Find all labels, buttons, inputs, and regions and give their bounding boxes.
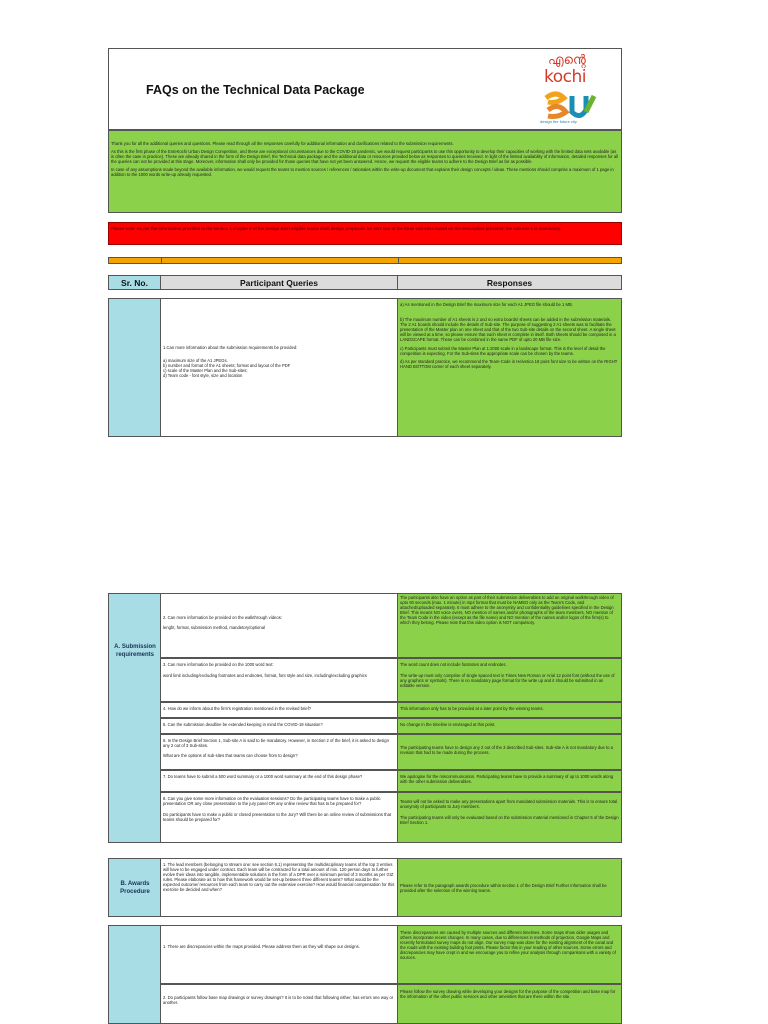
block1-response-a: a) As mentioned in the Design Brief the maximum size for each A1 JPEG file should be 1 MB. [400,302,573,307]
section-a-row-query: 5. Can the submission deadline be extended keeping in mind the COVID-19 situation? [160,718,398,734]
orange-divider [108,257,622,264]
section-c-category-cell [108,925,161,1024]
block1-query-line: a) maximum size of the A1 JPEGs. [163,358,228,364]
block1-query-line: d) Team code - font style, size and location [163,373,243,379]
intro-paragraph-1: Thank you for all the additional queries and questions. Please read through all the responses carefully for additional information and clarifications related to the submission requirements. [111,141,454,146]
section-c-row-query: 1. There are discrepancies within the maps provided. Please address them as they will shape our designs. [160,925,398,984]
header-participant-queries: Participant Queries [160,275,398,290]
section-a-category-label: A. Submission requirements [114,644,156,658]
section-a-row-response: No change in the timeline is envisaged at this point. [397,718,622,734]
notice-box [108,222,622,245]
header-sr-no: Sr. No. [108,275,161,290]
block1-response [397,298,622,437]
section-a-row-query: 7. Do teams have to submit a 500 word summary or a 1000 word summary at the end of this design phase? [160,770,398,792]
section-a-row-response: This information only has to be provided at a later point by the winning teams. [397,702,622,718]
section-a-category-cell [108,593,161,843]
section-a-row-response: The word count does not include footnotes and endnotes. The write-up must only comprise of single spaced text in Times New Roman or Arial 12 point font (without the use of any graphics or symbols). There is no mandatory page format for the write up and it should be submitted in an editable version. [397,658,622,702]
page-title: FAQs on the Technical Data Package [146,83,365,97]
section-c-row-response: Please follow the survey drawing while developing your designs for the purpose of the competition and base map for the information of the other public services and other amenities that are there within the site. [397,984,622,1024]
logo-wave-icon [542,90,598,120]
section-a-row-query: 8. Can you give some more information on the evaluation sessions? Do the participating teams have to make a public presentation OR any close presentation to the jury panel OR any online review that has to be prepared for? Do participants have to make a public or closed presentation to the Jury? Will there be an online review of submissions that teams should be prepared for? [160,792,398,843]
logo-kochi-text: kochi [544,67,586,87]
header-box [108,48,622,130]
block1-query-line: c) scale of the Master Plan and the Sub-sites; [163,368,248,374]
intro-paragraph-3: In case of any assumptions made beyond the available information, we would request the teams to mention sources / references / rationales within the write-up document that explains their design concepts / ideas. These mentions should comprise a maximum of 1 page in addition to the 1000 words write-up already requested. [111,167,614,178]
section-a-row-query: 4. How do we inform about the firm's registration mentioned in the revised brief? [160,702,398,718]
block1-response-b: b) The maximum number of A1 sheets is 2 and no extra boards/ sheets can be added in the submission materials. The 2 A1 boards should include the details of Sub-site. The purpose of suggesting 2 A1 sheets was to facilitate the presentation of the Master plan on one sheet and that of the two Sub-site details on the second sheet. A single sheet will be viewed at a time, so please ensure that each sheet is complete in itself. Both sheets should be composed in a LANDSCAPE format. These can be combined in the same PDF of upto 20 MB file size. [400,317,616,343]
section-b-category-cell [108,858,161,917]
block1-query-line: 1.Can more information about the submission requirements be provided: [163,345,298,350]
section-a-row-response: We apologise for the miscommunication. Participating teams have to provide a summary of up to 1000 words along with the other submission deliverables. [397,770,622,792]
section-a-row-query: 2. Can more information be provided on the walkthrough videos: lenght, format, submission method, mandetory/optional [160,593,398,658]
section-b-category-label: B. Awards Procedure [120,881,150,895]
block1-response-d: d) As per standard practice, we recommend the Team-Code in Helvetica 18 point font size to be written on the RIGHT HAND BOTTOM corner of each sheet separately. [400,358,618,369]
section-b-response: Please refer to the paragraph awards procedure within section 1 of the Design Brief Further information shall be provided after the selection of the winning teams. [397,858,622,917]
section-a-row-response: Teams will not be asked to make any presentations apart from mandated submission materials. This is to ensure total anonymity of participants to Jury members. The participating teams will only be evaluated based on the submission material mentioned in Chapter 5 of the Design Brief Section 1. [397,792,622,843]
logo-tagline: design the future city [540,119,577,124]
section-a-row-response: The participants also have an option as part of their submission deliverables to add an original walkthrough video of upto 60 seconds (max. 1 minute) in mp4 format that must be NAMED only as the Team's Code, and attached/uploaded separately. It must adhere to the anonymity and confidentiality guidelines specified in the Design Brief. This means NO voice overs, NO mention of names and/or photographs of the team members, NO mention of the Team Code in the video (except as the file name) and NO mention of the names and/or logos of the firm(s) to which they belong. Please note that this video option is NOT compulsory. [397,593,622,658]
section-a-row-query: 6. In the Design Brief Section 1, Sub-site A is said to be mandatory. However, in Section 2 of the brief, it is asked to design any 2 out of 3 Sub-sites. What are the options of sub-sites that teams can choose from to design? [160,734,398,770]
section-a-row-response: The participating teams have to design any 2 out of the 3 described Sub-sites. Sub-site A is not mandatory due to a revision that had to be made during the process. [397,734,622,770]
logo-malayalam-text: എന്റെ [548,53,586,68]
block1-query [160,298,398,437]
ente-kochi-logo [534,53,606,127]
block1-sr-cell [108,298,161,437]
section-c-row-query: 2. Do participants follow base map drawings or survey drawings? It is to be noted that following either, has errors one way or another. [160,984,398,1024]
notice-text: Please note: As per the information provided in the section 1 chapter 5 of the Design Brief eligible teams shall design proposals for ANY two of the three sub-sites based on the description provided; the sub-site 1 is mandatory. [111,226,562,231]
block1-response-c: c) Participants must submit the Master Plan at 1:2000 scale in a landscape format. This is the level of detail the competition is expecting. For the Sub-sites the appropriate scale can be chosen by the teams. [400,345,606,356]
section-b-query: 1. The lead members (belonging to stream one: see section 6.1) representing the multidisciplinary teams of the top 3 entries will have to be engaged under contract. Each team will be contracted for a total amount of min. 120 person days to further evolve their ideas into tangible, implementable solutions in the form of a DPR over a minimum period of 3 months as per GIZ rules. Please elaborate as to how this framework would be set-up between three different teams? What would be the expected outcome/ resources from each team to carry out the extensive exercise? How would financial compensation for this exercise be decided and when? [160,858,398,917]
section-a-row-query: 3. Can more information be provided on the 1000 word text: word limit including/excluding footnotes and endnotes, format, font style and size, including/excluding graphics [160,658,398,702]
intro-paragraph-2: As this is the first phase of the EnteKochi Urban Design Competition, and these are exceptional circumstances due to the COVID-19 pandemic, we would request participants to use this opportunity to develop their capacities of working with the limited data sets available (as is often the case in practice). These are already shared in the form of the Design Brief, the Technical data package and the additional data or resources provided below as responses to queries received. In light of the limited availability of information, detailed responses for all the queries can not be provided at this stage. Moreover, information shall only be provided for those queries that have not yet been answered. Hence, we request the eligible teams to adhere to the Design Brief as far as possible. [111,149,619,165]
header-responses: Responses [397,275,622,290]
block1-query-line: b) number and format of the A1 sheets; format and layout of the PDF [163,363,291,369]
intro-box [108,130,622,213]
section-c-row-response: These discrepancies are caused by multiple sources and different timelines. Some maps show older usages and others incorporate recent changes. In many cases, due to differences in methods of projection, Google Maps and recently formulated survey maps do not align. Our survey map was done for the existing alignment of the canal and the roads with the existing building foot prints. Please factor this in your reading of other sources. Some errors and discrepancies may have crept in and we encourage you to refine your analysis through comparisons with a variety of sources. [397,925,622,984]
